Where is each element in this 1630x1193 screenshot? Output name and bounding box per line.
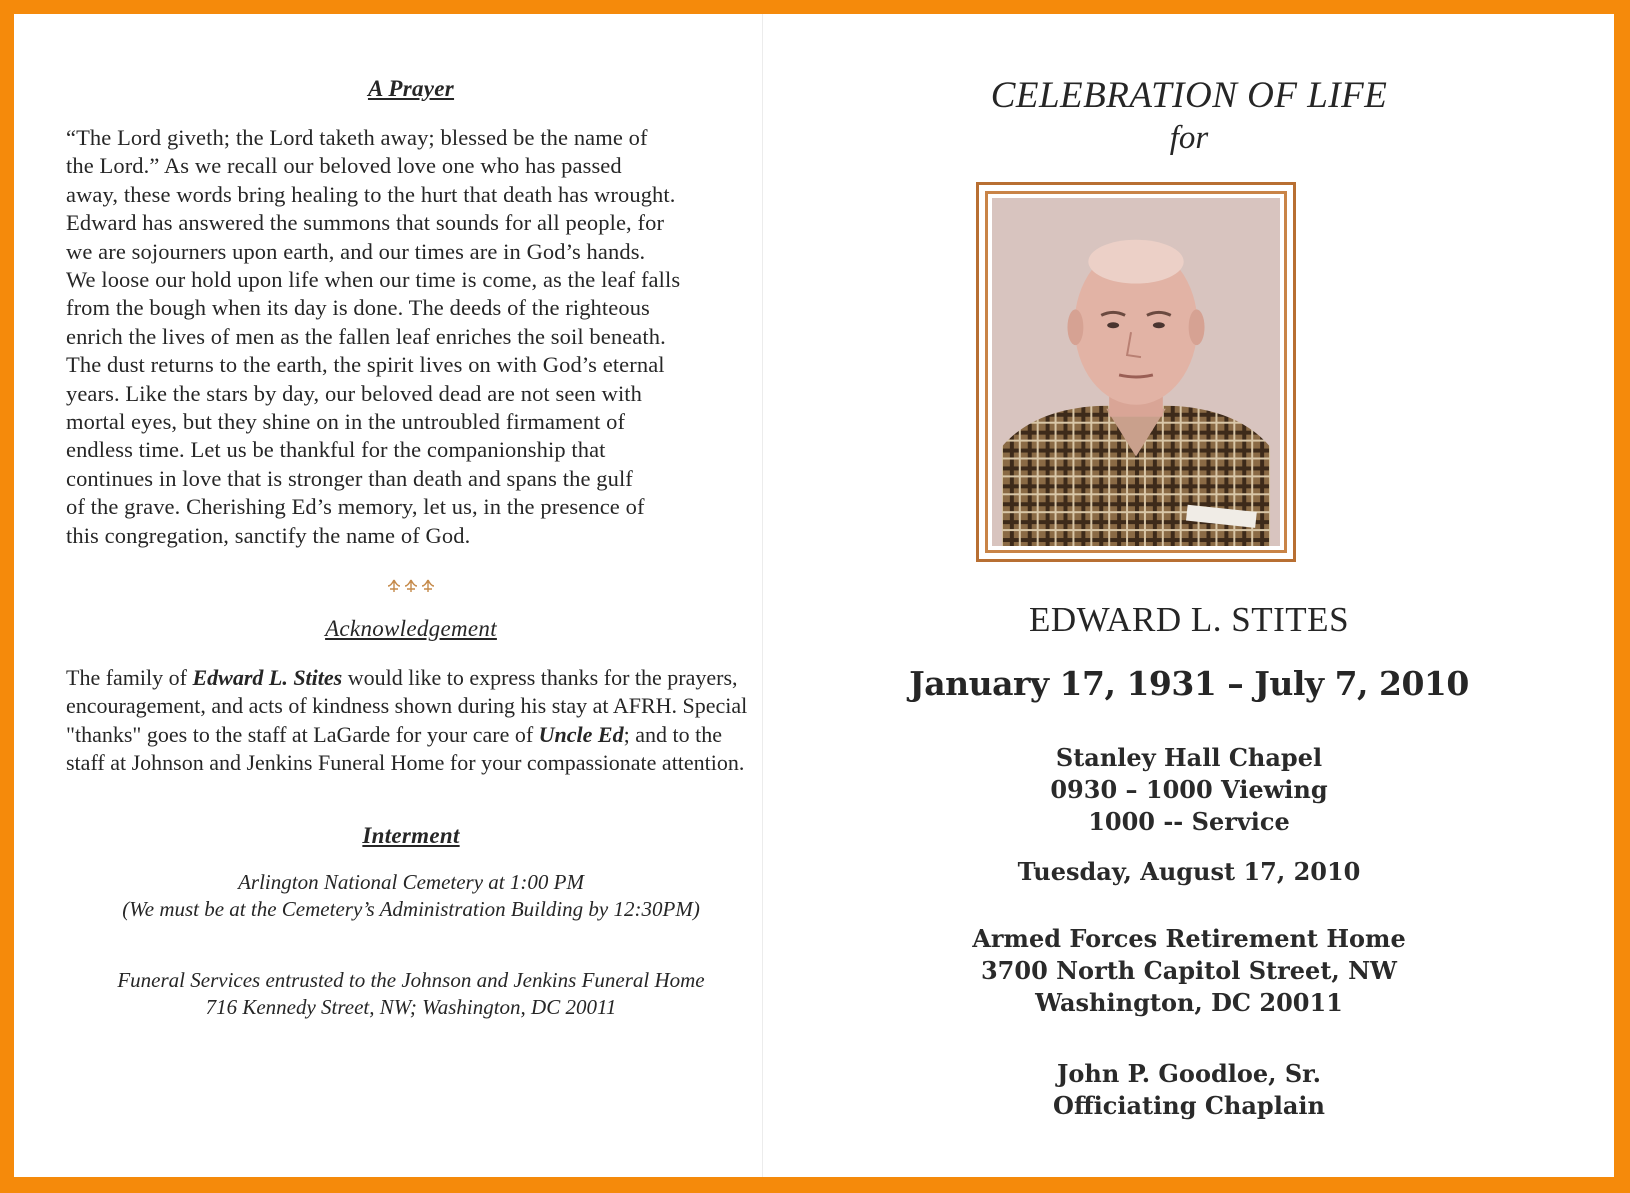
- interment-line-1: Arlington National Cemetery at 1:00 PM: [238, 869, 584, 894]
- funeral-home-details: [66, 967, 756, 1021]
- ack-text-part-3: ; and to the staff at Johnson and Jenkins Funeral Home for your compassionate attention.: [66, 721, 745, 775]
- address-line-1: Armed Forces Retirement Home: [972, 924, 1406, 953]
- celebration-for: for: [1169, 120, 1209, 156]
- interment-line-2: (We must be at the Cemetery’s Administration Building by 12:30PM): [122, 896, 700, 921]
- officiant-name: John P. Goodloe, Sr.: [1057, 1059, 1321, 1088]
- right-panel: [804, 14, 1574, 1120]
- funeral-home-line-2: 716 Kennedy Street, NW; Washington, DC 20011: [205, 994, 617, 1019]
- acknowledgement-title: Acknowledgement: [325, 616, 497, 642]
- interment-details: [66, 869, 756, 923]
- officiant-block: [804, 1058, 1574, 1122]
- funeral-home-line-1: Funeral Services entrusted to the Johnson and Jenkins Funeral Home: [117, 967, 705, 992]
- interment-title: Interment: [362, 822, 460, 848]
- ack-text-part-2: would like to express thanks for the prayers, encouragement, and acts of kindness shown during his stay at AFRH. Special "thanks" goes to the staff at LaGarde for your care of: [66, 665, 748, 747]
- prayer-title: A Prayer: [367, 76, 455, 101]
- program-sheet: [14, 14, 1614, 1177]
- celebration-title: CELEBRATION OF LIFE: [990, 75, 1388, 116]
- viewing-time: 0930 – 1000 Viewing: [1050, 775, 1328, 804]
- service-time: 1000 -- Service: [1088, 807, 1290, 836]
- chapel-location: Stanley Hall Chapel: [1055, 743, 1323, 772]
- portrait-image-icon: [992, 198, 1280, 546]
- acknowledgement-text: [66, 664, 756, 777]
- service-date: Tuesday, August 17, 2010: [1017, 857, 1361, 886]
- address-line-3: Washington, DC 20011: [1035, 988, 1343, 1017]
- fold-line: [762, 14, 763, 1177]
- fleur-de-lis-ornament-icon: [66, 578, 756, 602]
- address-line-2: 3700 North Capitol Street, NW: [980, 956, 1398, 985]
- ack-uncle-ed: Uncle Ed: [538, 721, 624, 747]
- officiant-role: Officiating Chaplain: [1053, 1091, 1325, 1120]
- left-panel: [66, 14, 756, 1021]
- ack-text-part-1: The family of: [66, 665, 193, 691]
- address-block: [804, 923, 1574, 1019]
- deceased-name: EDWARD L. STITES: [1028, 600, 1350, 639]
- portrait-frame: [976, 182, 1296, 562]
- prayer-text: “The Lord giveth; the Lord taketh away; blessed be the name of the Lord.” As we recall our beloved love one who has passed away, these words bring healing to the hurt that death has wrought. Edward has answered the summons that sounds for all people, for we are sojourners upon earth, and our times are in God’s hands. We loose our hold upon life when our time is come, as the leaf falls from the bough when its day is done. The deeds of the righteous enrich the lives of men as the fallen leaf enriches the soil beneath. The dust returns to the earth, the spirit lives on with God’s eternal years. Like the stars by day, our beloved dead are not seen with mortal eyes, but they shine on in the untroubled firmament of endless time. Let us be thankful for the companionship that continues in love that is stronger than death and spans the gulf of the grave. Cherishing Ed’s memory, let us, in the presence of this congregation, sanctify the name of God.: [66, 125, 681, 548]
- portrait-photo: [985, 191, 1287, 553]
- chapel-block: [804, 742, 1574, 838]
- life-dates: January 17, 1931 – July 7, 2010: [909, 664, 1469, 703]
- ack-deceased-name: Edward L. Stites: [192, 665, 343, 691]
